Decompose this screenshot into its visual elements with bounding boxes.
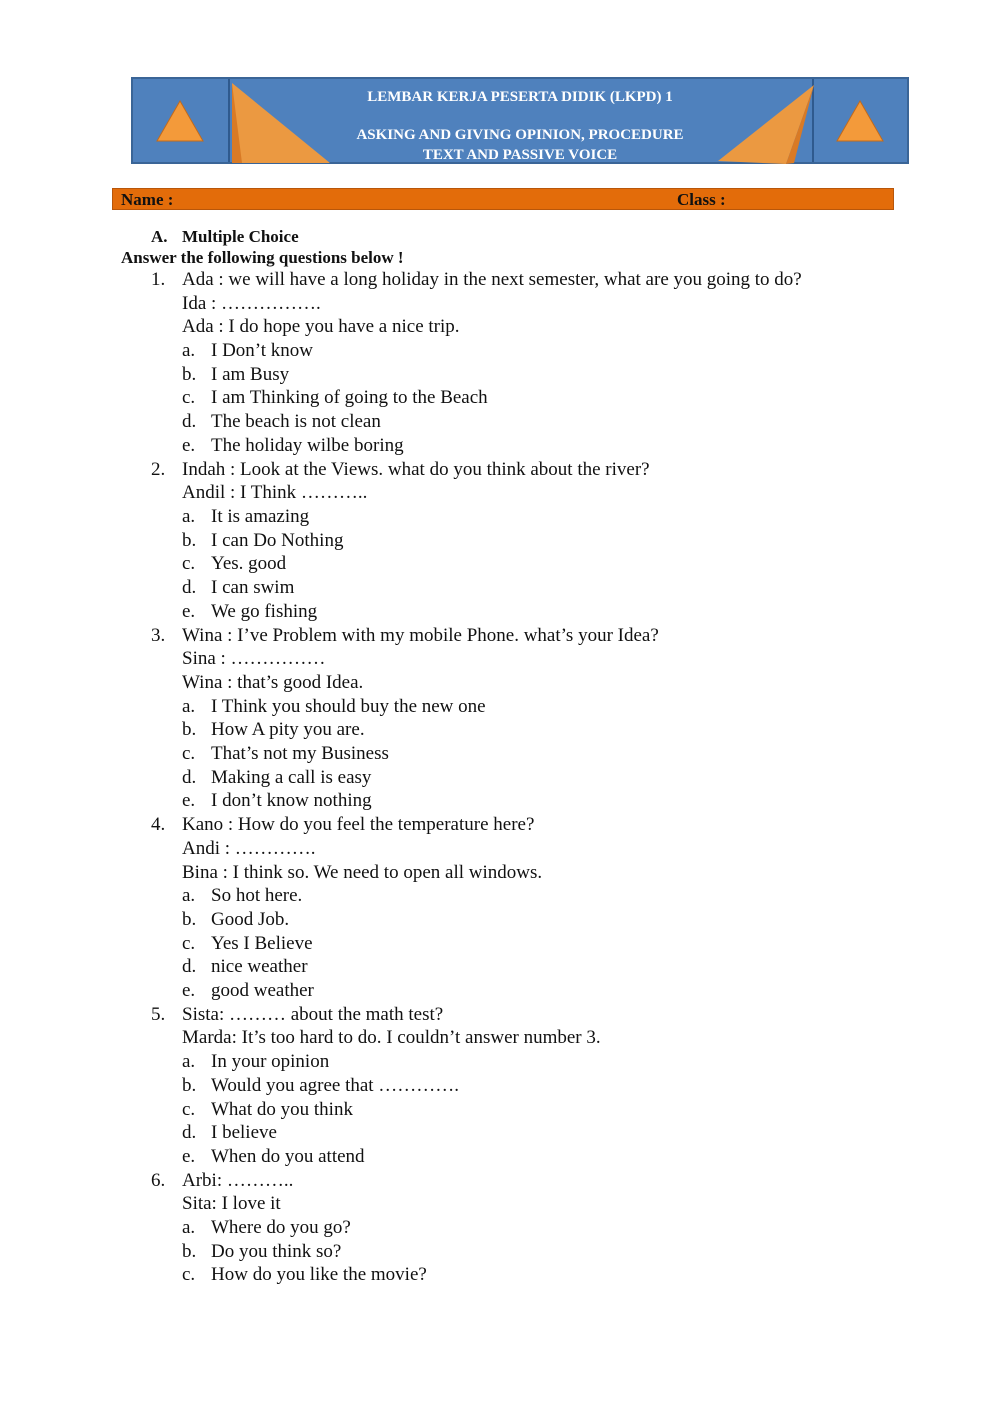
dialogue-line: Andil : I Think ……….. [182, 482, 368, 503]
dialogue-line: Bina : I think so. We need to open all windows. [182, 862, 543, 883]
option-text: How A pity you are. [211, 719, 365, 740]
option-text: In your opinion [211, 1051, 330, 1072]
triangle-right-icon [835, 99, 885, 143]
question-number: 5. [151, 1004, 166, 1025]
option-letter: b. [182, 719, 197, 740]
question-number: 2. [151, 459, 166, 480]
section-title: Multiple Choice [182, 227, 299, 246]
option-letter: c. [182, 553, 196, 574]
question-prompt: Wina : I’ve Problem with my mobile Phone. what’s your Idea? [182, 625, 659, 646]
option-text: Do you think so? [211, 1241, 342, 1262]
question-number: 1. [151, 269, 166, 290]
question-number: 6. [151, 1170, 166, 1191]
option-text: I am Busy [211, 364, 290, 385]
option-letter: b. [182, 1241, 197, 1262]
option-text: good weather [211, 980, 314, 1001]
option-letter: a. [182, 1051, 196, 1072]
header-title-line1: LEMBAR KERJA PESERTA DIDIK (LKPD) 1 [367, 89, 673, 105]
question-prompt: Kano : How do you feel the temperature here? [182, 814, 535, 835]
option-text: When do you attend [211, 1146, 365, 1167]
option-text: Yes I Believe [211, 933, 313, 954]
option-text: Where do you go? [211, 1217, 351, 1238]
option-text: It is amazing [211, 506, 310, 527]
option-text: How do you like the movie? [211, 1264, 427, 1285]
option-text: Making a call is easy [211, 767, 372, 788]
option-letter: d. [182, 577, 197, 598]
dialogue-line: Sina : …………… [182, 648, 326, 669]
header-title-line3: TEXT AND PASSIVE VOICE [422, 147, 618, 163]
option-text: Good Job. [211, 909, 290, 930]
instruction: Answer the following questions below ! [121, 248, 404, 267]
option-letter: e. [182, 601, 196, 622]
section-letter: A. [151, 227, 168, 246]
dialogue-line: Andi : …………. [182, 838, 316, 859]
fold-left-shape [230, 79, 335, 163]
option-letter: c. [182, 387, 196, 408]
option-text: We go fishing [211, 601, 318, 622]
name-class-bar [112, 188, 894, 210]
fold-right-shape [708, 79, 818, 167]
option-letter: b. [182, 1075, 197, 1096]
option-letter: e. [182, 790, 196, 811]
question-prompt: Arbi: ……….. [182, 1170, 294, 1191]
class-label: Class : [677, 190, 726, 209]
option-text: So hot here. [211, 885, 303, 906]
question-number: 3. [151, 625, 166, 646]
option-letter: a. [182, 885, 196, 906]
option-letter: c. [182, 933, 196, 954]
option-letter: a. [182, 340, 196, 361]
option-text: nice weather [211, 956, 308, 977]
option-text: That’s not my Business [211, 743, 389, 764]
option-letter: a. [182, 506, 196, 527]
option-text: I can swim [211, 577, 295, 598]
option-text: The beach is not clean [211, 411, 381, 432]
option-letter: c. [182, 743, 196, 764]
question-number: 4. [151, 814, 166, 835]
option-letter: d. [182, 411, 197, 432]
question-prompt: Ada : we will have a long holiday in the next semester, what are you going to do? [182, 269, 802, 290]
option-letter: a. [182, 696, 196, 717]
dialogue-line: Sita: I love it [182, 1193, 281, 1214]
option-letter: c. [182, 1264, 196, 1285]
option-letter: a. [182, 1217, 196, 1238]
question-prompt: Sista: ……… about the math test? [182, 1004, 444, 1025]
option-letter: e. [182, 1146, 196, 1167]
option-text: I can Do Nothing [211, 530, 344, 551]
option-text: What do you think [211, 1099, 353, 1120]
question-prompt: Indah : Look at the Views. what do you think about the river? [182, 459, 650, 480]
dialogue-line: Marda: It’s too hard to do. I couldn’t answer number 3. [182, 1027, 601, 1048]
option-text: I Don’t know [211, 340, 314, 361]
option-text: I Think you should buy the new one [211, 696, 486, 717]
option-letter: d. [182, 956, 197, 977]
option-letter: d. [182, 767, 197, 788]
header-title-line2: ASKING AND GIVING OPINION, PROCEDURE [356, 127, 684, 143]
option-letter: e. [182, 435, 196, 456]
option-text: Yes. good [211, 553, 287, 574]
option-text: I am Thinking of going to the Beach [211, 387, 488, 408]
name-label: Name : [121, 190, 174, 209]
option-text: I don’t know nothing [211, 790, 372, 811]
dialogue-line: Ada : I do hope you have a nice trip. [182, 316, 460, 337]
option-letter: d. [182, 1122, 197, 1143]
option-letter: b. [182, 364, 197, 385]
dialogue-line: Ida : ……………. [182, 293, 321, 314]
dialogue-line: Wina : that’s good Idea. [182, 672, 364, 693]
header-banner [131, 77, 909, 164]
option-text: Would you agree that …………. [211, 1075, 460, 1096]
option-text: The holiday wilbe boring [211, 435, 404, 456]
option-letter: b. [182, 909, 197, 930]
option-letter: c. [182, 1099, 196, 1120]
triangle-left-icon [155, 99, 205, 143]
option-text: I believe [211, 1122, 277, 1143]
option-letter: e. [182, 980, 196, 1001]
option-letter: b. [182, 530, 197, 551]
